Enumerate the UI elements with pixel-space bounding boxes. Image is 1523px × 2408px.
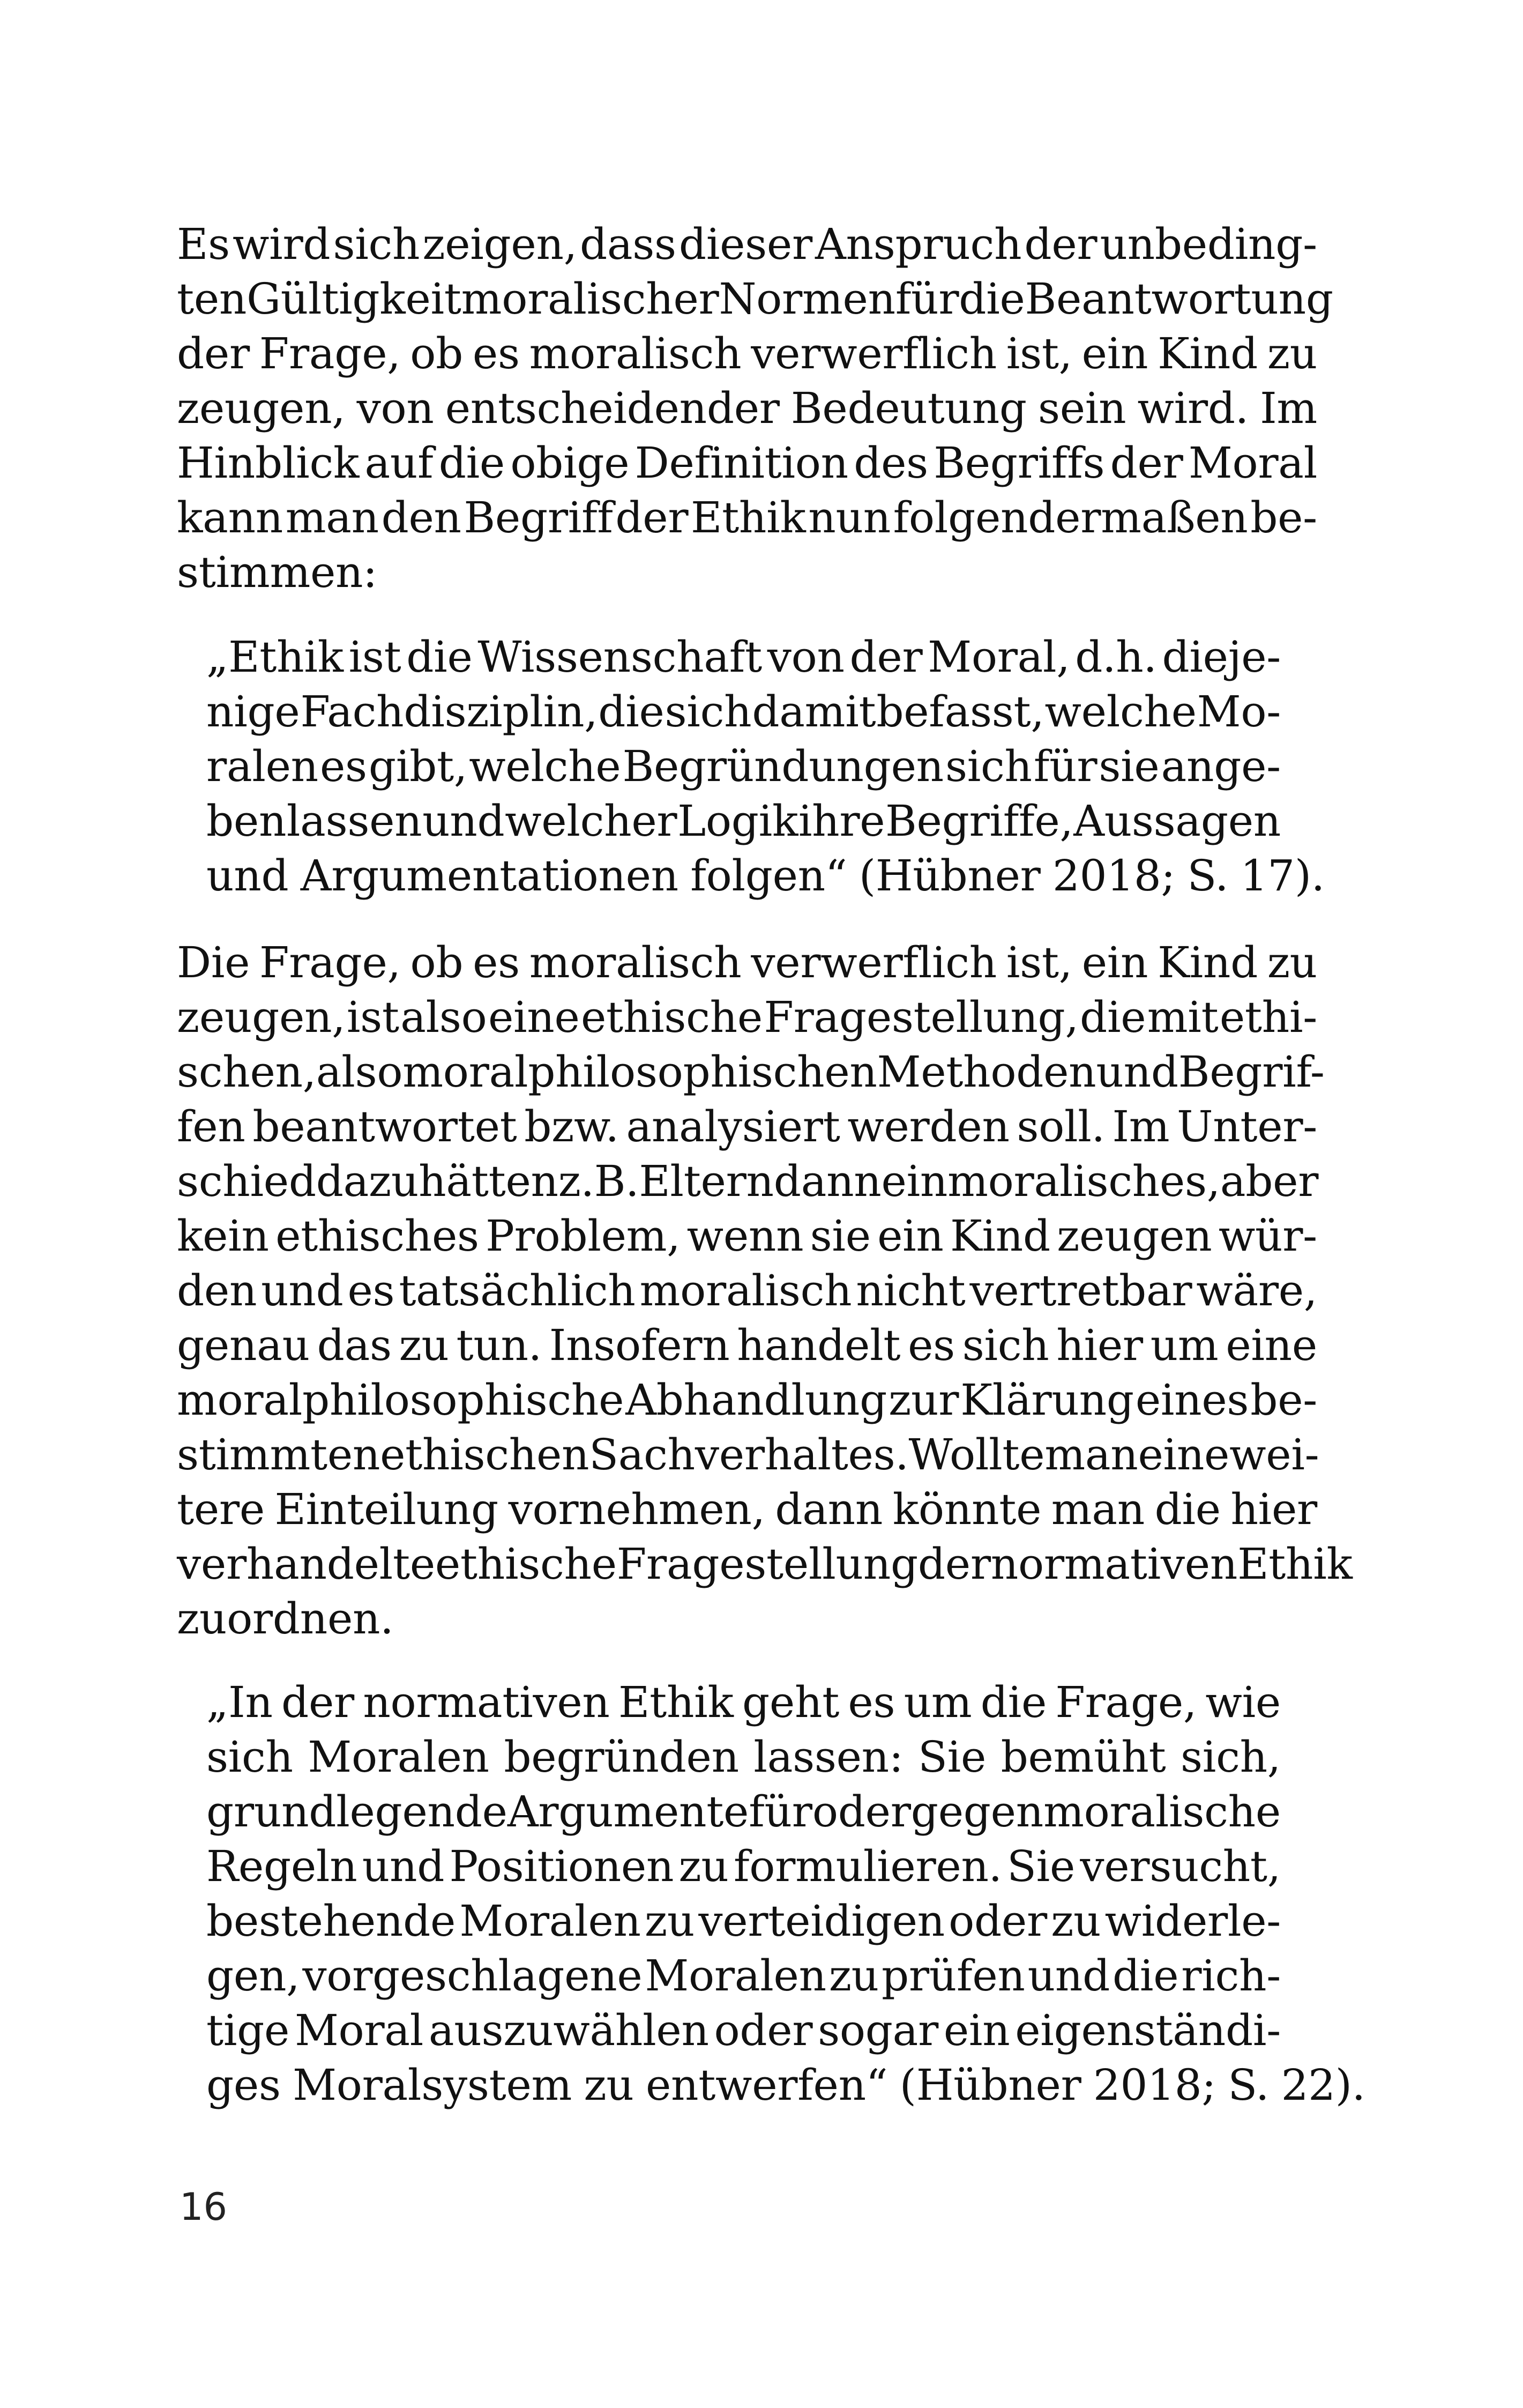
- text-line: tere Einteilung vornehmen, dann könnte man die hier: [177, 1484, 1317, 1534]
- text-line: den und es tatsächlich moralisch nicht vertretbar wäre,: [177, 1266, 1317, 1316]
- text-line: Hinblick auf die obige Definition des Begriffs der Moral: [177, 438, 1317, 488]
- text-line: Es wird sich zeigen, dass dieser Anspruch der unbeding-: [177, 219, 1317, 269]
- text-line: stimmen:: [177, 547, 377, 597]
- text-line: genau das zu tun. Insofern handelt es sich hier um eine: [177, 1320, 1317, 1370]
- text-line: verhandelte ethische Fragestellung der normativen Ethik: [177, 1539, 1353, 1589]
- page-number: 16: [180, 2185, 228, 2229]
- text-line: moralphilosophische Abhandlung zur Klärung eines be-: [177, 1375, 1317, 1425]
- text-line: kann man den Begriff der Ethik nun folgendermaßen be-: [177, 493, 1317, 542]
- text-line: nige Fachdisziplin, die sich damit befasst, welche Mo-: [206, 687, 1281, 737]
- text-line: „In der normativen Ethik geht es um die Frage, wie: [206, 1677, 1281, 1727]
- text-line: schied dazu hätten z.B. Eltern dann ein moralisches, aber: [177, 1156, 1319, 1206]
- text-line: Die Frage, ob es moralisch verwerflich ist, ein Kind zu: [177, 938, 1317, 987]
- text-line: zeugen, von entscheidender Bedeutung sein wird. Im: [177, 383, 1317, 433]
- text-line: zuordnen.: [177, 1594, 394, 1644]
- text-line: bestehende Moralen zu verteidigen oder zu widerle-: [206, 1896, 1281, 1946]
- text-line: stimmten ethischen Sachverhaltes. Wollte man eine wei-: [177, 1430, 1319, 1480]
- text-line: der Frage, ob es moralisch verwerflich ist, ein Kind zu: [177, 329, 1317, 378]
- blockquote-2: [206, 1675, 1365, 2113]
- text-line: zeugen, ist also eine ethische Fragestellung, die mit ethi-: [177, 992, 1317, 1042]
- text-line: ralen es gibt, welche Begründungen sich für sie ange-: [206, 741, 1281, 791]
- paragraph-body-1: [177, 217, 1333, 600]
- paragraph-body-2: [177, 935, 1353, 1646]
- text-line: ten Gültigkeit moralischer Normen für die Beantwortung: [177, 274, 1333, 324]
- text-line: Regeln und Positionen zu formulieren. Sie versucht,: [206, 1841, 1281, 1891]
- text-line: grundlegende Argumente für oder gegen moralische: [206, 1787, 1281, 1837]
- text-line: ges Moralsystem zu entwerfen“ (Hübner 2018; S. 22).: [206, 2060, 1365, 2110]
- text-line: fen beantwortet bzw. analysiert werden soll. Im Unter-: [177, 1102, 1317, 1151]
- text-line: kein ethisches Problem, wenn sie ein Kind zeugen wür-: [177, 1211, 1317, 1261]
- blockquote-1: [206, 630, 1325, 903]
- text-line: sich Moralen begründen lassen: Sie bemüht sich,: [206, 1732, 1281, 1782]
- text-line: tige Moral auszuwählen oder sogar ein eigenständi-: [206, 2005, 1281, 2055]
- text-line: und Argumentationen folgen“ (Hübner 2018; S. 17).: [206, 851, 1325, 901]
- text-line: schen, also moralphilosophischen Methoden und Begrif-: [177, 1047, 1325, 1097]
- text-line: gen, vorgeschlagene Moralen zu prüfen und die rich-: [206, 1951, 1281, 2001]
- text-line: ben lassen und welcher Logik ihre Begriffe, Aussagen: [206, 796, 1281, 846]
- text-line: „Ethik ist die Wissenschaft von der Moral, d.h. dieje-: [206, 632, 1281, 682]
